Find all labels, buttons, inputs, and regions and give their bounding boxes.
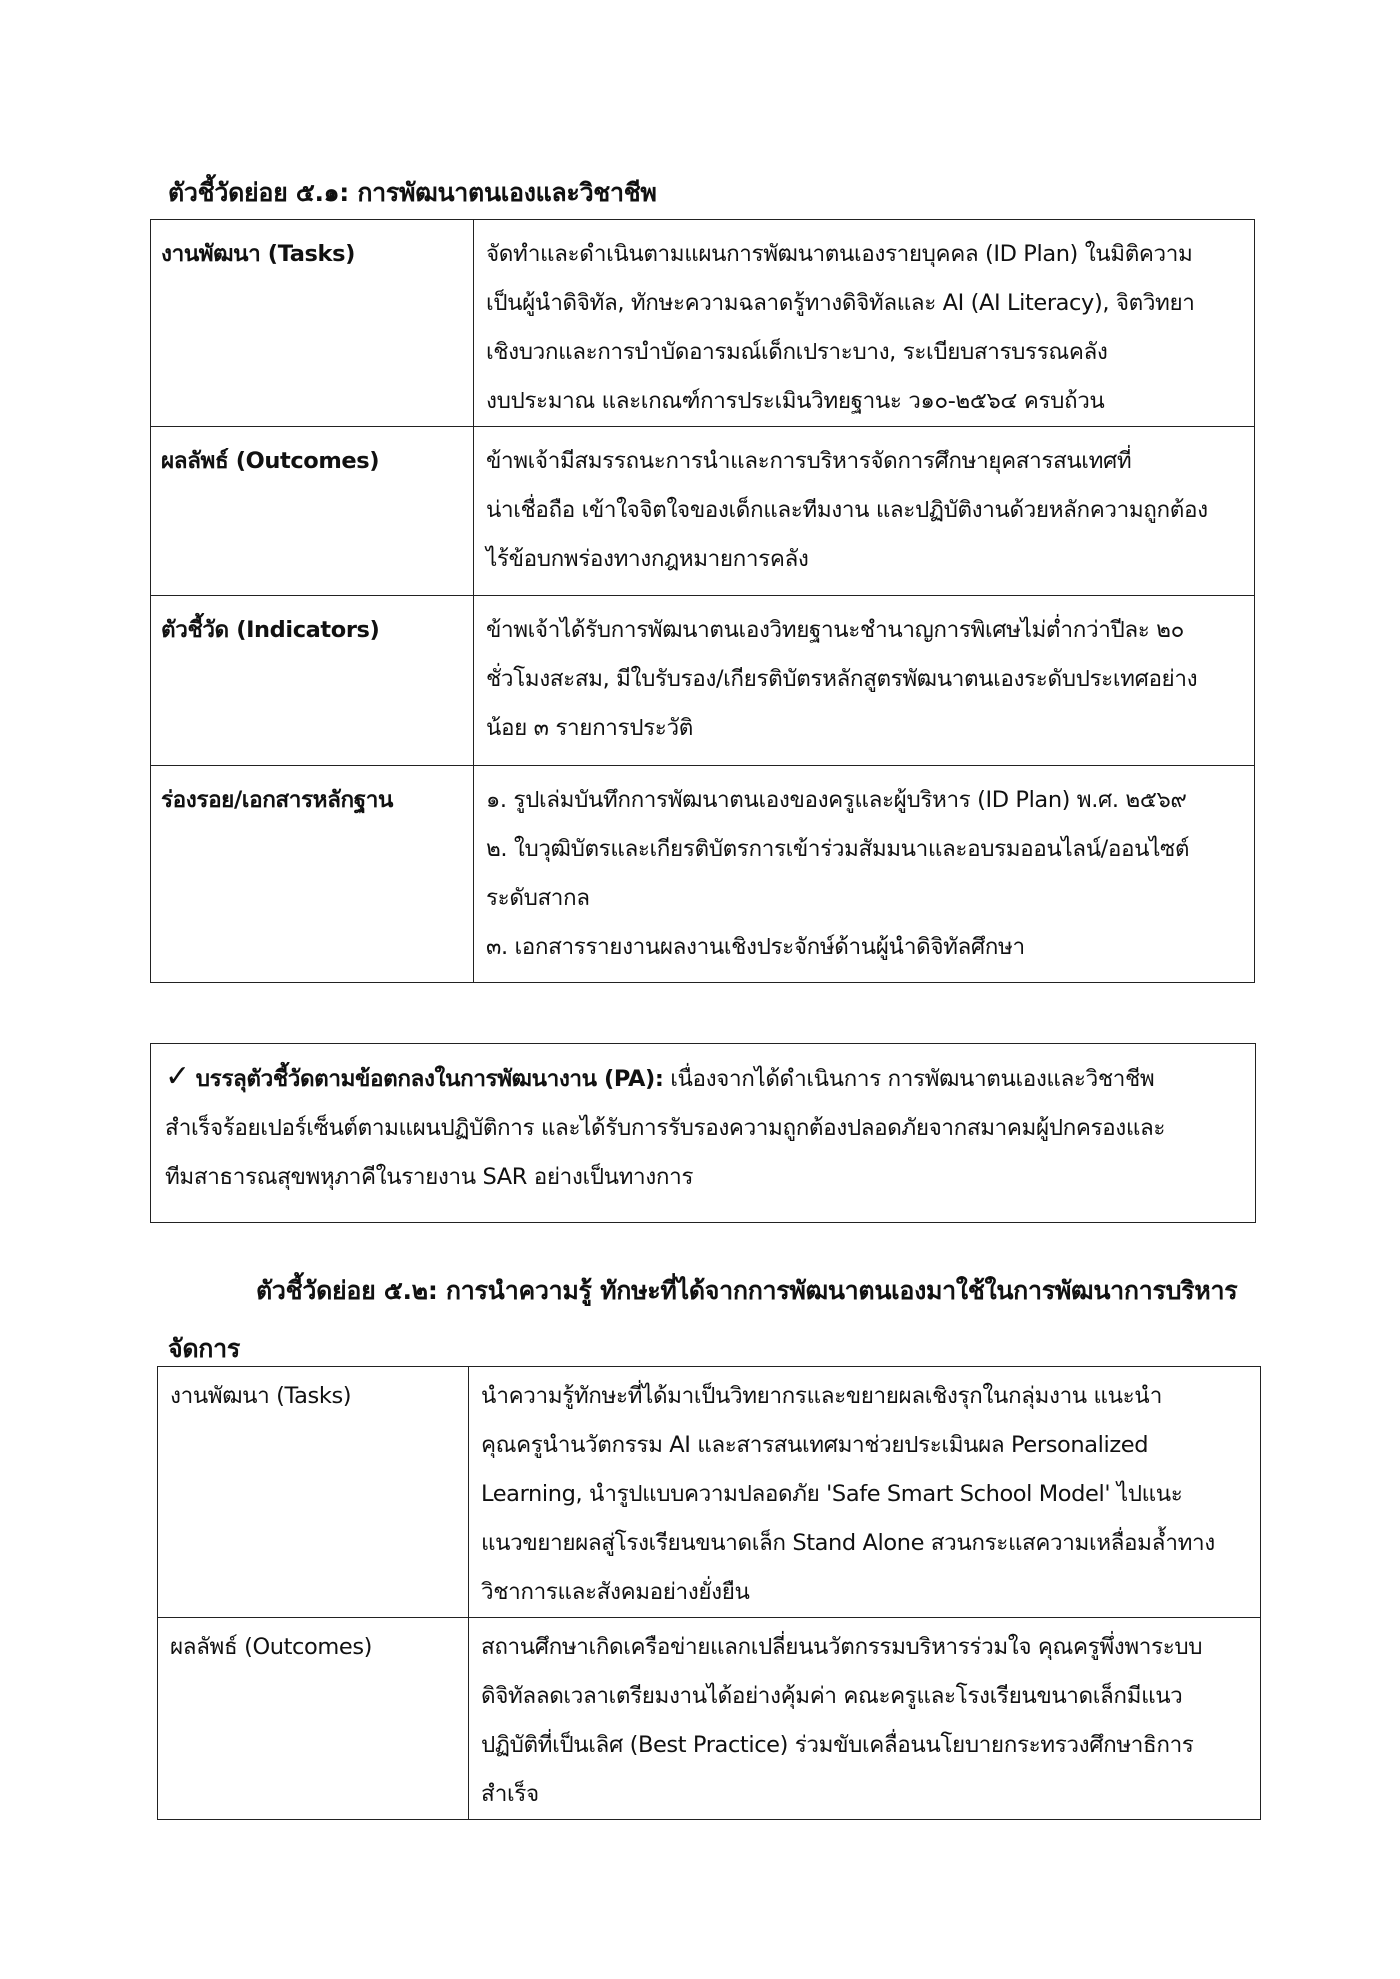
section-5-2-heading	[168, 1262, 1248, 1378]
row-label: ร่องรอย/เอกสารหลักฐาน	[151, 766, 474, 983]
text-line: นำความรู้ทักษะที่ได้มาเป็นวิทยากรและขยายผลเชิงรุกในกลุ่มงาน แนะนำ	[481, 1383, 1162, 1409]
summary-first-line	[165, 1052, 1241, 1104]
row-content	[474, 220, 1255, 427]
row-content	[474, 596, 1255, 766]
text-line: สำเร็จ	[481, 1781, 539, 1807]
text-line: ปฏิบัติที่เป็นเลิศ (Best Practice) ร่วมขับเคลื่อนนโยบายกระทรวงศึกษาธิการ	[481, 1732, 1194, 1758]
heading-line: ตัวชี้วัดย่อย ๕.๒: การนำความรู้ ทักษะที่ได้จากการพัฒนาตนเองมาใช้ในการพัฒนาการบริหาร	[256, 1276, 1238, 1305]
row-content	[474, 766, 1255, 983]
text-line: ระดับสากล	[486, 885, 590, 911]
text-line: ไร้ข้อบกพร่องทางกฎหมายการคลัง	[486, 546, 809, 572]
table-row	[158, 1367, 1261, 1618]
text-line: งบประมาณ และเกณฑ์การประเมินวิทยฐานะ ว๑๐-๒๕๖๔ ครบถ้วน	[486, 388, 1105, 414]
text-line: วิชาการและสังคมอย่างยั่งยืน	[481, 1579, 750, 1605]
text-line: ข้าพเจ้ามีสมรรถนะการนำและการบริหารจัดการศึกษายุคสารสนเทศที่	[486, 448, 1132, 474]
row-label: ผลลัพธ์ (Outcomes)	[158, 1618, 469, 1820]
indicator-table-5-1	[150, 219, 1255, 983]
text-line: ชั่วโมงสะสม, มีใบรับรอง/เกียรติบัตรหลักสูตรพัฒนาตนเองระดับประเทศอย่าง	[486, 666, 1198, 692]
summary-box	[150, 1043, 1256, 1223]
text-line: เป็นผู้นำดิจิทัล, ทักษะความฉลาดรู้ทางดิจิทัลและ AI (AI Literacy), จิตวิทยา	[486, 290, 1195, 316]
text-line: ๒. ใบวุฒิบัตรและเกียรติบัตรการเข้าร่วมสัมมนาและอบรมออนไลน์/ออนไซต์	[486, 836, 1190, 862]
text-line: ทีมสาธารณสุขพหุภาคีในรายงาน SAR อย่างเป็นทางการ	[165, 1164, 694, 1190]
text-line: น้อย ๓ รายการประวัติ	[486, 715, 693, 741]
row-label: ผลลัพธ์ (Outcomes)	[151, 427, 474, 596]
table-row	[151, 766, 1255, 983]
text-line: ข้าพเจ้าได้รับการพัฒนาตนเองวิทยฐานะชำนาญการพิเศษไม่ต่ำกว่าปีละ ๒๐	[486, 617, 1184, 643]
text-line: น่าเชื่อถือ เข้าใจจิตใจของเด็กและทีมงาน และปฏิบัติงานด้วยหลักความถูกต้อง	[486, 497, 1208, 523]
row-label: งานพัฒนา (Tasks)	[151, 220, 474, 427]
text-line: แนวขยายผลสู่โรงเรียนขนาดเล็ก Stand Alone สวนกระแสความเหลื่อมล้ำทาง	[481, 1530, 1215, 1556]
text-line: Learning, นำรูปแบบความปลอดภัย 'Safe Smart School Model' ไปแนะ	[481, 1481, 1183, 1507]
text-line: จัดทำและดำเนินตามแผนการพัฒนาตนเองรายบุคคล (ID Plan) ในมิติความ	[486, 241, 1193, 267]
text-line: คุณครูนำนวัตกรรม AI และสารสนเทศมาช่วยประเมินผล Personalized	[481, 1432, 1149, 1458]
text-line: สถานศึกษาเกิดเครือข่ายแลกเปลี่ยนนวัตกรรมบริหารร่วมใจ คุณครูพึ่งพาระบบ	[481, 1634, 1203, 1660]
row-content	[469, 1618, 1261, 1820]
text-line: เชิงบวกและการบำบัดอารมณ์เด็กเปราะบาง, ระเบียบสารบรรณคลัง	[486, 339, 1108, 365]
summary-lead: บรรลุตัวชี้วัดตามข้อตกลงในการพัฒนางาน (PA):	[195, 1066, 664, 1092]
table-row	[151, 596, 1255, 766]
text-line: ดิจิทัลลดเวลาเตรียมงานได้อย่างคุ้มค่า คณะครูและโรงเรียนขนาดเล็กมีแนว	[481, 1683, 1183, 1709]
table-row	[158, 1618, 1261, 1820]
row-label: ตัวชี้วัด (Indicators)	[151, 596, 474, 766]
table-row	[151, 220, 1255, 427]
row-content	[474, 427, 1255, 596]
row-label: งานพัฒนา (Tasks)	[158, 1367, 469, 1618]
text-line: ๓. เอกสารรายงานผลงานเชิงประจักษ์ด้านผู้นำดิจิทัลศึกษา	[486, 934, 1025, 960]
indicator-table-5-2	[157, 1366, 1261, 1820]
table-row	[151, 427, 1255, 596]
checkmark-icon: ✓	[165, 1059, 190, 1094]
text-line: สำเร็จร้อยเปอร์เซ็นต์ตามแผนปฏิบัติการ และได้รับการรับรองความถูกต้องปลอดภัยจากสมาคมผู้ปกครองและ	[165, 1115, 1166, 1141]
text-line: เนื่องจากได้ดำเนินการ การพัฒนาตนเองและวิชาชีพ	[663, 1066, 1155, 1092]
section-5-1-heading: ตัวชี้วัดย่อย ๕.๑: การพัฒนาตนเองและวิชาชีพ	[168, 178, 657, 207]
text-line: ๑. รูปเล่มบันทึกการพัฒนาตนเองของครูและผู้บริหาร (ID Plan) พ.ศ. ๒๕๖๙	[486, 787, 1187, 813]
heading-line: จัดการ	[168, 1334, 240, 1363]
row-content	[469, 1367, 1261, 1618]
